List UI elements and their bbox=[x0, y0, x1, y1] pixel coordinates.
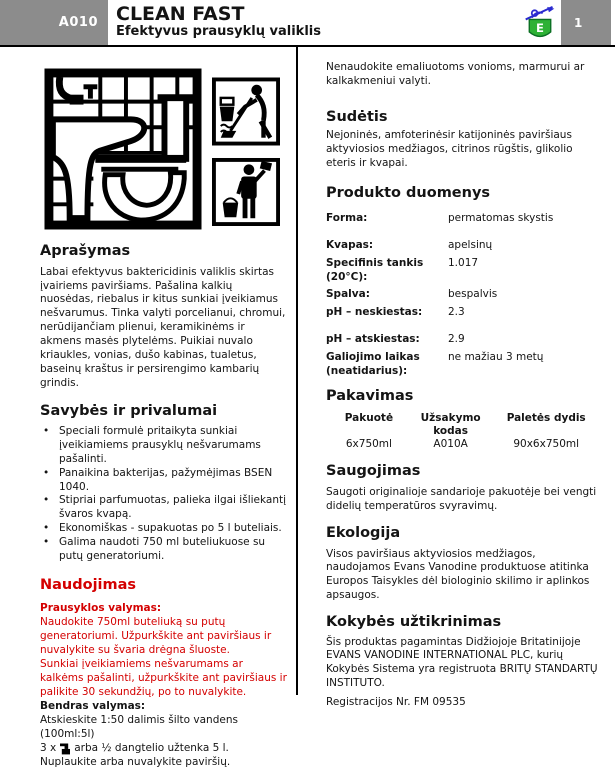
row-label: Spalva: bbox=[326, 288, 370, 301]
produkto-duomenys-heading: Produkto duomenys bbox=[326, 184, 491, 201]
section-naudojimas bbox=[40, 577, 288, 770]
column-header: Paletės dydis bbox=[506, 412, 586, 425]
general-cleaning-subheading: Bendras valymas: bbox=[40, 700, 146, 713]
pakavimas-heading: Pakavimas bbox=[326, 388, 414, 405]
row-label: Galiojimo laikas (neatidarius): bbox=[326, 351, 420, 377]
header-edge bbox=[611, 0, 615, 45]
section-savybes bbox=[40, 403, 288, 563]
table-row bbox=[326, 306, 603, 320]
table-row bbox=[326, 438, 603, 451]
table-row bbox=[326, 333, 603, 347]
list-item bbox=[40, 494, 288, 522]
svg-text:E: E bbox=[536, 20, 544, 35]
pictogram-row bbox=[44, 67, 288, 231]
evans-vanodine-logo-icon bbox=[519, 0, 561, 45]
section-kokybes-uztikrinimas bbox=[326, 614, 603, 710]
sudetis-body: Nejoninės, amfoterinėsir katijoninės paviršiaus aktyviosios medžiagos, citrinos rūgštis, glikolio eteris ir kvapai. bbox=[326, 129, 573, 170]
list-item bbox=[40, 467, 288, 495]
bullet-icon: • bbox=[43, 522, 50, 535]
mopping-pictogram-icon bbox=[212, 77, 280, 146]
cell-pakuote: 6x750ml bbox=[345, 438, 392, 451]
product-data-table bbox=[326, 212, 603, 379]
packaging-table-header bbox=[326, 412, 603, 438]
saugojimas-heading: Saugojimas bbox=[326, 463, 421, 480]
bullet-icon: • bbox=[43, 425, 50, 438]
general-cleaning-line1: Atskieskite 1:50 dalimis šilto vandens (100ml:5l) bbox=[40, 714, 238, 741]
packaging-table bbox=[326, 412, 603, 451]
washroom-cleaning-para2: Sunkiai įveikiamiems nešvarumams ar kalkėms pašalinti, užpurkškite ant paviršiaus ir palikite 30 sekundžių, po to nuvalykite. bbox=[40, 657, 287, 698]
product-code: A010 bbox=[58, 15, 98, 30]
table-row bbox=[326, 288, 603, 302]
general-cleaning-line3: Nuplaukite arba nuvalykite paviršių. bbox=[40, 755, 231, 768]
bullet-text: Galima naudoti 750 ml buteliukuose su putų generatoriumi. bbox=[59, 535, 266, 562]
bathroom-pictogram-icon bbox=[44, 67, 202, 231]
bullet-text: Speciali formulė pritaikyta sunkiai įveikiamiems prausyklų nešvarumams pašalinti. bbox=[59, 425, 261, 465]
savybes-heading: Savybės ir privalumai bbox=[40, 403, 218, 420]
list-item bbox=[40, 425, 288, 467]
table-row bbox=[326, 257, 603, 284]
list-item bbox=[40, 536, 288, 564]
cell-uzsakymo-kodas: A010A bbox=[433, 438, 468, 451]
row-label: Kvapas: bbox=[326, 239, 374, 252]
section-pakavimas bbox=[326, 388, 603, 451]
title-box bbox=[108, 0, 519, 45]
row-value: ne mažiau 3 metų bbox=[448, 351, 544, 364]
right-column bbox=[298, 47, 615, 709]
row-value: 2.3 bbox=[448, 305, 465, 318]
small-pictogram-stack bbox=[212, 77, 280, 231]
page-subtitle: Efektyvus prausyklų valiklis bbox=[116, 23, 321, 39]
bullet-text: Panaikina bakterijas, pažymėjimas BSEN 1040. bbox=[59, 466, 273, 493]
content-columns bbox=[0, 47, 615, 768]
section-ekologija bbox=[326, 525, 603, 603]
washroom-cleaning-para1: Naudokite 750ml buteliuką su putų generatoriumi. Užpurkškite ant paviršiaus ir nuvalykite su švaria drėgna šluoste. bbox=[40, 616, 272, 656]
row-label: Specifinis tankis (20°C): bbox=[326, 256, 424, 283]
bullet-icon: • bbox=[43, 466, 50, 479]
aprasymas-heading: Aprašymas bbox=[40, 243, 131, 259]
row-label: Forma: bbox=[326, 211, 368, 224]
section-saugojimas bbox=[326, 463, 603, 513]
bullet-icon: • bbox=[43, 535, 50, 548]
row-value: apelsinų bbox=[448, 239, 493, 252]
savybes-bullet-list bbox=[40, 425, 288, 564]
registration-number: Registracijos Nr. FM 09535 bbox=[326, 696, 466, 709]
row-value: permatomas skystis bbox=[448, 211, 554, 224]
naudojimas-heading: Naudojimas bbox=[40, 576, 137, 593]
bullet-text: Ekonomiškas - supakuotas po 5 l buteliais. bbox=[59, 522, 282, 535]
bullet-text: Stipriai parfumuotas, palieka ilgai išliekantį švaros kvapą. bbox=[59, 494, 287, 521]
pump-dose-icon bbox=[60, 742, 70, 755]
row-value: 1.017 bbox=[448, 256, 479, 269]
dose-post-text: arba ½ dangtelio užtenka 5 l. bbox=[74, 741, 229, 754]
kokybes-heading: Kokybės užtikrinimas bbox=[326, 613, 502, 630]
table-row bbox=[326, 351, 603, 378]
sponge-pictogram-icon bbox=[212, 157, 280, 227]
left-column bbox=[0, 47, 296, 768]
ekologija-body: Visos paviršiaus aktyviosios medžiagos, naudojamos Evans Vanodine produktuose atitinka Europos Taisykles dėl biologinio skilimo ir aplinkos apsaugos. bbox=[326, 547, 590, 602]
sudetis-heading: Sudėtis bbox=[326, 108, 388, 125]
warning-text: Nenaudokite emaliuotoms vonioms, marmurui ar kalkakmeniui valyti. bbox=[326, 61, 585, 87]
saugojimas-body: Saugoti originalioje sandarioje pakuotėje bei vengti didelių temperatūros svyravimų. bbox=[326, 486, 597, 512]
ekologija-heading: Ekologija bbox=[326, 524, 401, 541]
cell-paletes-dydis: 90x6x750ml bbox=[513, 438, 580, 451]
kokybes-body: Šis produktas pagamintas Didžiojoje Britatinijoje EVANS VANODINE INTERNATIONAL PLC, kurių Kokybės Sistema yra registruota BRITŲ STANDARTŲ INSTITUTO. bbox=[326, 635, 598, 690]
general-cleaning-dose-line bbox=[40, 742, 288, 756]
row-label: pH – neskiestas: bbox=[326, 305, 423, 318]
section-sudetis bbox=[326, 109, 603, 171]
dose-pre-text: 3 x bbox=[40, 741, 57, 754]
section-produkto-duomenys bbox=[326, 185, 603, 378]
column-header: Pakuotė bbox=[344, 412, 394, 425]
section-aprasymas bbox=[40, 243, 288, 390]
table-row bbox=[326, 239, 603, 253]
header bbox=[0, 0, 615, 47]
list-item bbox=[40, 522, 288, 536]
row-value: bespalvis bbox=[448, 288, 498, 301]
page-number: 1 bbox=[574, 15, 583, 30]
table-row bbox=[326, 212, 603, 226]
row-label: pH – atskiestas: bbox=[326, 333, 420, 346]
bullet-icon: • bbox=[43, 494, 50, 507]
washroom-cleaning-subheading: Prausyklos valymas: bbox=[40, 602, 162, 615]
aprasymas-body: Labai efektyvus baktericidinis valiklis skirtas įvairiems paviršiams. Pašalina kalkių nuosėdas, riebalus ir kitus sunkiai įveikiamus nešvarumus. Tinka valyti porcelianui, chromui, nerūdijančiam plienui, keramikinėms ir akmens masės plytelėms. Puikiai nuvalo kriaukles, vonias, dušo kabinas, tualetus, baseinų kraštus ir persirengimo kambarių grindis. bbox=[40, 265, 286, 389]
column-header: Užsakymo kodas bbox=[420, 412, 481, 438]
page-title: CLEAN FAST bbox=[116, 3, 245, 26]
row-value: 2.9 bbox=[448, 333, 465, 346]
